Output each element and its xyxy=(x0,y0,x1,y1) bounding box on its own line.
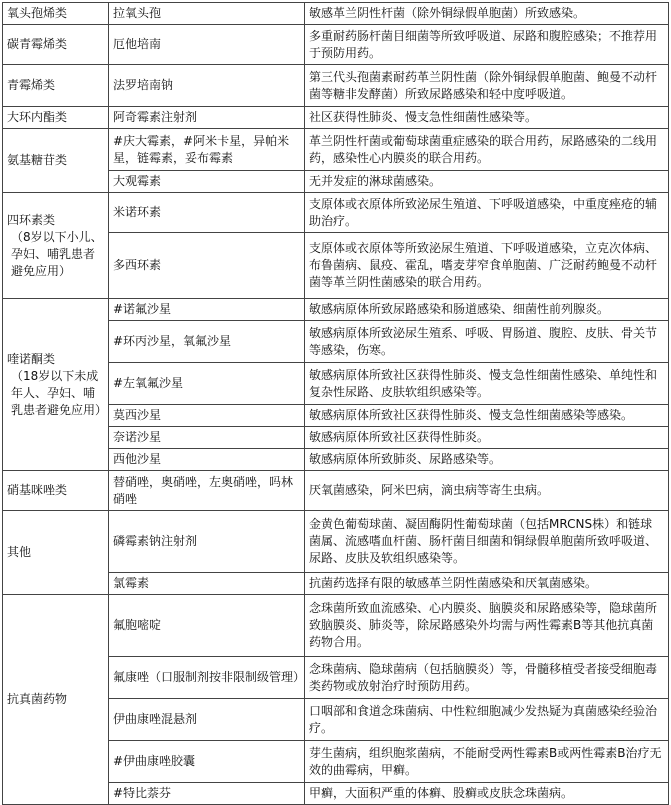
category-name: 氧头孢烯类 xyxy=(7,6,68,20)
drug-name-cell: 法罗培南钠 xyxy=(109,65,305,107)
category-note: （18岁以下未成年人、孕妇、哺乳患者避免应用） xyxy=(11,368,108,417)
table-row xyxy=(3,471,669,511)
table-body xyxy=(3,3,669,805)
category-cell xyxy=(3,65,109,107)
drug-name-cell: 替硝唑，奥硝唑，左奥硝唑，吗林硝唑 xyxy=(109,471,305,511)
indication-cell: 敏感病原体所致社区获得性肺炎、慢支急性细菌感染等感染。 xyxy=(305,405,669,427)
antibiotic-table xyxy=(2,2,669,805)
drug-name-cell: #特比萘芬 xyxy=(109,783,305,805)
drug-name-cell: 奈诺沙星 xyxy=(109,427,305,449)
category-name: 大环内酯类 xyxy=(7,110,68,124)
indication-cell: 支原体或衣原体等所致泌尿生殖道、下呼吸道感染，立克次体病、布鲁菌病、鼠疫、霍乱，嗜麦芽窄食单胞菌、广泛耐药鲍曼不动杆菌等革兰阴性菌感染的联合用药。 xyxy=(305,233,669,299)
category-cell xyxy=(3,471,109,511)
indication-cell: 革兰阴性杆菌或葡萄球菌重症感染的联合用药，尿路感染的二线用药，感染性心内膜炎的联合用药。 xyxy=(305,129,669,171)
drug-name-cell: 多西环素 xyxy=(109,233,305,299)
drug-name-cell: 米诺环素 xyxy=(109,193,305,233)
indication-cell: 无并发症的淋球菌感染。 xyxy=(305,171,669,193)
drug-name-cell: #环丙沙星，氧氟沙星 xyxy=(109,321,305,363)
category-name: 四环素类 xyxy=(7,212,56,227)
category-name: 喹诺酮类 xyxy=(7,351,56,366)
drug-name-cell: 厄他培南 xyxy=(109,25,305,65)
indication-cell: 厌氧菌感染，阿米巴病，滴虫病等寄生虫病。 xyxy=(305,471,669,511)
table-row xyxy=(3,129,669,171)
category-cell xyxy=(3,193,109,299)
indication-cell: 口咽部和食道念珠菌病、中性粒细胞减少发热疑为真菌感染经验治疗。 xyxy=(305,699,669,741)
indication-cell: 金黄色葡萄球菌、凝固酶阴性葡萄球菌（包括MRCNS株）和链球菌属、流感嗜血杆菌、肠杆菌目细菌和铜绿假单胞菌所致呼吸道、尿路、皮肤及软组织感染等。 xyxy=(305,511,669,573)
category-name: 硝基咪唑类 xyxy=(7,483,68,497)
category-cell xyxy=(3,3,109,25)
indication-cell: 甲癣，大面积严重的体癣、股癣或皮肤念珠菌病。 xyxy=(305,783,669,805)
drug-name-cell: 伊曲康唑混悬剂 xyxy=(109,699,305,741)
drug-name-cell: 大观霉素 xyxy=(109,171,305,193)
indication-cell: 芽生菌病，组织胞浆菌病，不能耐受两性霉素B或两性霉素B治疗无效的曲霉病，甲癣。 xyxy=(305,741,669,783)
indication-cell: 敏感革兰阴性杆菌（除外铜绿假单胞菌）所致感染。 xyxy=(305,3,669,25)
indication-cell: 多重耐药肠杆菌目细菌等所致呼吸道、尿路和腹腔感染；不推荐用于预防用药。 xyxy=(305,25,669,65)
indication-cell: 敏感病原体所致泌尿生殖系、呼吸、胃肠道、腹腔、皮肤、骨关节等感染，伤寒。 xyxy=(305,321,669,363)
table-row xyxy=(3,595,669,657)
drug-name-cell: 阿奇霉素注射剂 xyxy=(109,107,305,129)
category-cell xyxy=(3,129,109,193)
table-row xyxy=(3,25,669,65)
indication-cell: 社区获得性肺炎、慢支急性细菌性感染等。 xyxy=(305,107,669,129)
category-cell xyxy=(3,25,109,65)
category-name: 碳青霉烯类 xyxy=(7,37,68,51)
category-name: 其他 xyxy=(7,545,32,559)
indication-cell: 抗菌药选择有限的敏感革兰阴性菌感染和厌氧菌感染。 xyxy=(305,573,669,595)
table-row xyxy=(3,107,669,129)
indication-cell: 敏感病原体所致肺炎、尿路感染等。 xyxy=(305,449,669,471)
category-cell xyxy=(3,299,109,471)
drug-name-cell: #诺氟沙星 xyxy=(109,299,305,321)
drug-name-cell: 拉氧头孢 xyxy=(109,3,305,25)
table-row xyxy=(3,299,669,321)
table-row xyxy=(3,193,669,233)
table-row xyxy=(3,3,669,25)
indication-cell: 支原体或衣原体所致泌尿生殖道、下呼吸道感染，中重度痤疮的辅助治疗。 xyxy=(305,193,669,233)
indication-cell: 第三代头孢菌素耐药革兰阴性菌（除外铜绿假单胞菌、鲍曼不动杆菌等糖非发酵菌）所致尿路感染和轻中度呼吸道。 xyxy=(305,65,669,107)
category-cell xyxy=(3,595,109,805)
drug-name-cell: #伊曲康唑胶囊 xyxy=(109,741,305,783)
drug-name-cell: 氟康唑（口服制剂按非限制级管理） xyxy=(109,657,305,699)
indication-cell: 敏感病原体所致社区获得性肺炎。 xyxy=(305,427,669,449)
category-cell xyxy=(3,511,109,595)
category-name: 青霉烯类 xyxy=(7,78,56,92)
drug-name-cell: 莫西沙星 xyxy=(109,405,305,427)
category-name: 氨基糖苷类 xyxy=(7,153,68,167)
table-row xyxy=(3,65,669,107)
drug-name-cell: #左氧氟沙星 xyxy=(109,363,305,405)
drug-name-cell: 磷霉素钠注射剂 xyxy=(109,511,305,573)
category-cell xyxy=(3,107,109,129)
drug-name-cell: 氯霉素 xyxy=(109,573,305,595)
drug-name-cell: #庆大霉素，#阿米卡星，异帕米星，链霉素，妥布霉素 xyxy=(109,129,305,171)
indication-cell: 敏感病原体所致社区获得性肺炎、慢支急性细菌性感染、单纯性和复杂性尿路、皮肤软组织感染等。 xyxy=(305,363,669,405)
indication-cell: 念珠菌所致血流感染、心内膜炎、脑膜炎和尿路感染等，隐球菌所致脑膜炎、肺炎等，除尿路感染外均需与两性霉素B等其他抗真菌药物合用。 xyxy=(305,595,669,657)
table-row xyxy=(3,511,669,573)
category-name: 抗真菌药物 xyxy=(7,692,68,706)
indication-cell: 敏感病原体所致尿路感染和肠道感染、细菌性前列腺炎。 xyxy=(305,299,669,321)
drug-name-cell: 西他沙星 xyxy=(109,449,305,471)
category-note: （8岁以下小儿、孕妇、哺乳患者避免应用） xyxy=(11,229,103,278)
drug-name-cell: 氟胞嘧啶 xyxy=(109,595,305,657)
indication-cell: 念珠菌病、隐球菌病（包括脑膜炎）等，骨髓移植受者接受细胞毒类药物或放射治疗时预防用药。 xyxy=(305,657,669,699)
